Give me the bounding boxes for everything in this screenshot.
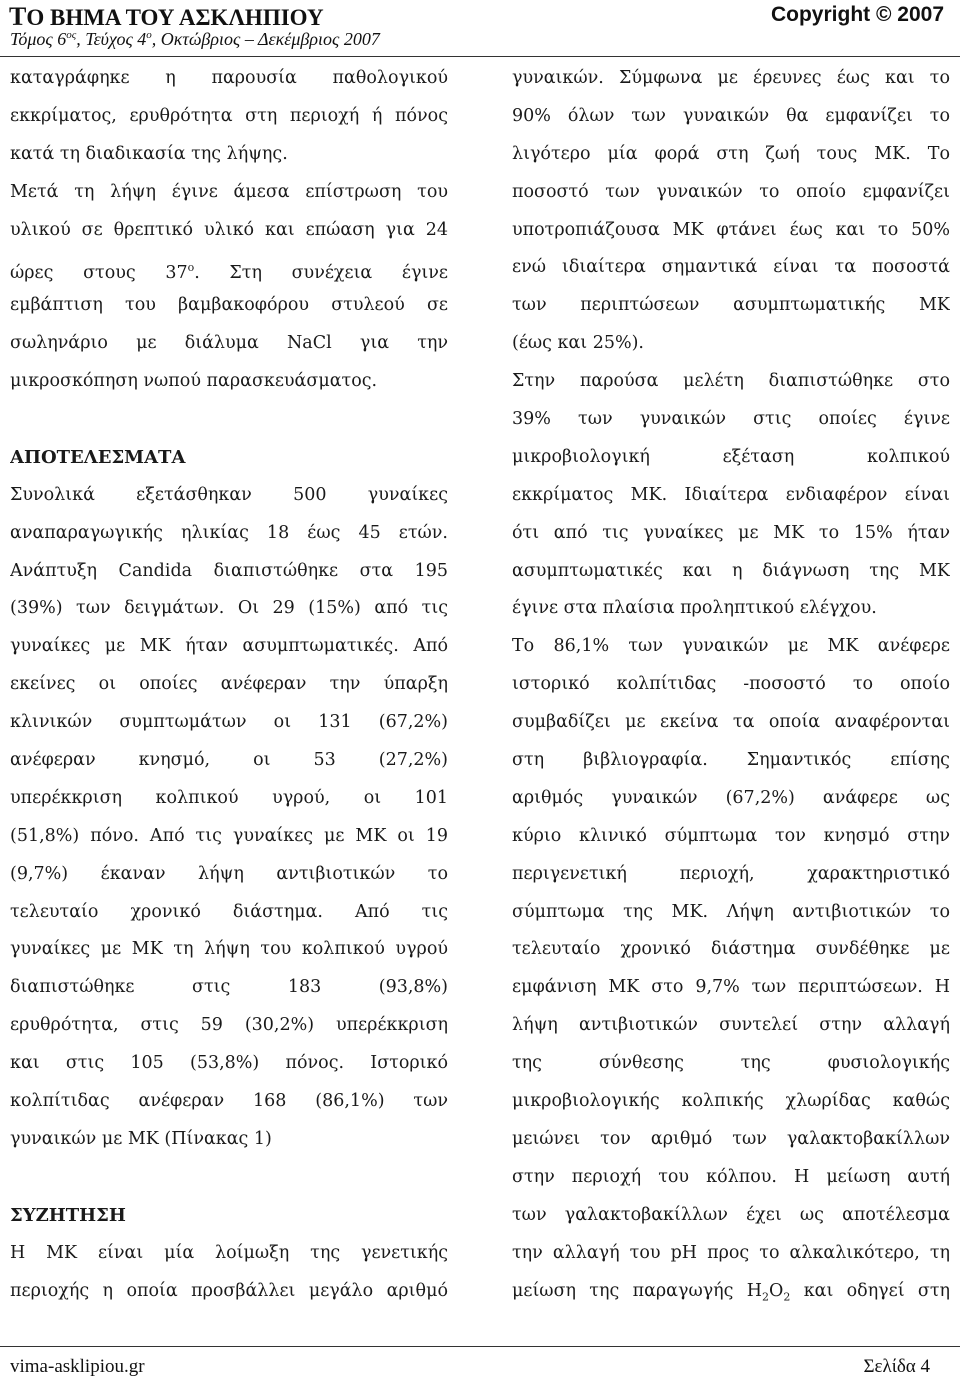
text-line: Στην παρούσα μελέτη διαπιστώθηκε στο bbox=[512, 371, 950, 392]
text-line: περιοχής η οποία προσβάλλει μεγάλο αριθμό bbox=[10, 1280, 448, 1301]
text-line: της σύνθεσης της φυσιολογικής bbox=[512, 1053, 950, 1074]
degree-superscript: ο bbox=[187, 261, 195, 275]
formula-subscript: 2 bbox=[783, 1290, 791, 1303]
text-line: γυναίκες με ΜΚ ήταν ασυμπτωματικές. Από bbox=[10, 636, 448, 657]
text-line: ενώ ιδιαίτερα σημαντικά είναι τα ποσοστά bbox=[512, 257, 950, 278]
text-line: Ανάπτυξη Candida διαπιστώθηκε στα 195 bbox=[10, 560, 448, 581]
issue-volume: Τόμος 6 bbox=[10, 29, 67, 49]
text-fragment: και οδηγεί στη bbox=[790, 1280, 950, 1301]
text-line: μικροβιολογική εξέταση κολπικού bbox=[512, 446, 950, 467]
section-heading-results: ΑΠΟΤΕΛΕΣΜΑΤΑ bbox=[10, 446, 186, 468]
text-line: σωληνάριο με διάλυμα NaCl για την bbox=[10, 333, 448, 354]
text-line: Το 86,1% των γυναικών με ΜΚ ανέφερε bbox=[512, 636, 950, 657]
text-line: υποτροπιάζουσα ΜΚ φτάνει έως και το 50% bbox=[512, 219, 950, 240]
website-link[interactable]: vima-asklipiou.gr bbox=[10, 1356, 145, 1377]
text-line: διαπιστώθηκε στις 183 (93,8%) bbox=[10, 977, 448, 998]
text-line: υπερέκκριση κολπικού υγρού, οι 101 bbox=[10, 787, 448, 808]
text-line: (51,8%) πόνο. Από τις γυναίκες με ΜΚ οι 19 bbox=[10, 825, 448, 846]
text-line: των περιπτώσεων ασυμπτωματικής ΜΚ bbox=[512, 295, 950, 316]
paragraph-gap bbox=[10, 1159, 448, 1197]
journal-title bbox=[9, 2, 324, 32]
text-line bbox=[512, 1273, 950, 1311]
footer-divider bbox=[0, 1346, 960, 1347]
text-line: καταγράφηκε η παρουσία παθολογικού bbox=[10, 68, 448, 88]
text-line: σύμπτωμα της ΜΚ. Λήψη αντιβιοτικών το bbox=[512, 901, 950, 922]
left-column bbox=[10, 60, 448, 1310]
text-line: εμφάνιση ΜΚ στο 9,7% των περιπτώσεων. Η bbox=[512, 977, 950, 998]
text-line: ερυθρότητα, στις 59 (30,2%) υπερέκκριση bbox=[10, 1015, 448, 1036]
issue-period: , Οκτώβριος – Δεκέμβριος 2007 bbox=[151, 29, 380, 49]
text-line: κατά τη διαδικασία της λήψης. bbox=[10, 143, 288, 164]
text-line: των γαλακτοβακίλλων έχει ως αποτέλεσμα bbox=[512, 1204, 950, 1225]
section-heading-discussion: ΣΥΖΗΤΗΣΗ bbox=[10, 1204, 126, 1226]
text-line: ότι από τις γυναίκες με ΜΚ το 15% ήταν bbox=[512, 522, 950, 543]
text-line: στη βιβλιογραφία. Σημαντικός επίσης bbox=[512, 750, 950, 771]
paragraph-gap bbox=[10, 401, 448, 439]
text-fragment: μείωση της παραγωγής Η bbox=[512, 1280, 763, 1301]
text-line: Η ΜΚ είναι μία λοίμωξη της γενετικής bbox=[10, 1242, 448, 1263]
text-line: εκκρίματος, ερυθρότητα στη περιοχή ή πόνος bbox=[10, 105, 448, 126]
journal-title-initial: Τ bbox=[9, 2, 27, 31]
text-line: μειώνει τον αριθμό των γαλακτοβακίλλων bbox=[512, 1128, 950, 1149]
text-line: αριθμός γυναικών (67,2%) ανάφερε ως bbox=[512, 787, 950, 808]
text-line: εκκρίματος ΜΚ. Ιδιαίτερα ενδιαφέρον είναι bbox=[512, 484, 950, 505]
text-line: λήψη αντιβιοτικών συντελεί στην αλλαγή bbox=[512, 1015, 950, 1036]
text-line: στην περιοχή του κόλπου. Η μείωση αυτή bbox=[512, 1166, 950, 1187]
text-line: ιστορικό κολπίτιδας -ποσοστό το οποίο bbox=[512, 674, 950, 695]
text-line: εκείνες οι οποίες ανέφεραν την ύπαρξη bbox=[10, 674, 448, 695]
text-line: λιγότερο μία φορά στη ζωή τους ΜΚ. Το bbox=[512, 143, 950, 164]
text-line: υλικού σε θρεπτικό υλικό και επώαση για 24 bbox=[10, 219, 448, 240]
text-line: 39% των γυναικών στις οποίες έγινε bbox=[512, 409, 950, 430]
text-line: την αλλαγή του pH προς το αλκαλικότερο, τη bbox=[512, 1242, 950, 1263]
page-number: Σελίδα 4 bbox=[863, 1356, 930, 1377]
text-line: κλινικών συμπτωμάτων οι 131 (67,2%) bbox=[10, 712, 448, 733]
text-fragment: Ο bbox=[769, 1280, 784, 1301]
right-column bbox=[512, 60, 950, 1310]
text-line: ποσοστό των γυναικών το οποίο εμφανίζει bbox=[512, 181, 950, 202]
text-line: γυναικών. Σύμφωνα με έρευνες έως και το bbox=[512, 68, 950, 88]
text-fragment: . Στη συνέχεια έγινε bbox=[194, 263, 448, 284]
issue-volume-suffix: ος bbox=[66, 29, 77, 41]
text-line: τελευταίο χρονικό διάστημα συνδέθηκε με bbox=[512, 939, 950, 960]
text-line: 90% όλων των γυναικών θα εμφανίζει το bbox=[512, 105, 950, 126]
text-line bbox=[10, 249, 448, 287]
copyright-notice: Copyright © 2007 bbox=[770, 3, 944, 26]
text-line: ασυμπτωματικές και η διάγνωση της ΜΚ bbox=[512, 560, 950, 581]
header-divider bbox=[0, 56, 960, 57]
text-line: γυναίκες με ΜΚ τη λήψη του κολπικού υγρού bbox=[10, 939, 448, 960]
text-line: (9,7%) έκαναν λήψη αντιβιοτικών το bbox=[10, 863, 448, 884]
text-line: μικροσκόπηση νωπού παρασκευάσματος. bbox=[10, 371, 378, 392]
text-line: Συνολικά εξετάσθηκαν 500 γυναίκες bbox=[10, 484, 448, 505]
issue-info bbox=[10, 29, 380, 50]
issue-number: , Τεύχος 4 bbox=[76, 29, 147, 49]
issue-number-suffix: ο bbox=[146, 29, 152, 41]
text-line: και στις 105 (53,8%) πόνος. Ιστορικό bbox=[10, 1053, 448, 1074]
text-line: (39%) των δειγμάτων. Οι 29 (15%) από τις bbox=[10, 598, 448, 619]
text-line: (έως και 25%). bbox=[512, 333, 644, 354]
text-fragment: ώρες στους 37 bbox=[10, 263, 188, 284]
text-line: κολπίτιδας ανέφεραν 168 (86,1%) των bbox=[10, 1091, 448, 1112]
text-line: Μετά τη λήψη έγινε άμεσα επίστρωση του bbox=[10, 181, 448, 202]
text-line: αναπαραγωγικής ηλικίας 18 έως 45 ετών. bbox=[10, 522, 448, 543]
text-line: γυναικών με ΜΚ (Πίνακας 1) bbox=[10, 1128, 272, 1149]
formula-subscript: 2 bbox=[762, 1290, 770, 1303]
journal-title-rest: Ο ΒΗΜΑ ΤΟΥ ΑΣΚΛΗΠΙΟΥ bbox=[26, 5, 324, 30]
text-line: μικροβιολογικής κολπικής χλωρίδας καθώς bbox=[512, 1091, 950, 1112]
text-line: συμβαδίζει με εκείνα τα οποία αναφέρονται bbox=[512, 712, 950, 733]
text-line: ανέφεραν κνησμό, οι 53 (27,2%) bbox=[10, 750, 448, 771]
text-line: τελευταίο χρονικό διάστημα. Από τις bbox=[10, 901, 448, 922]
text-line: εμβάπτιση του βαμβακοφόρου στυλεού σε bbox=[10, 295, 448, 316]
text-line: κύριο κλινικό σύμπτωμα τον κνησμό στην bbox=[512, 825, 950, 846]
text-line: έγινε στα πλαίσια προληπτικού ελέγχου. bbox=[512, 598, 877, 619]
text-line: περιγενετική περιοχή, χαρακτηριστικό bbox=[512, 863, 950, 884]
